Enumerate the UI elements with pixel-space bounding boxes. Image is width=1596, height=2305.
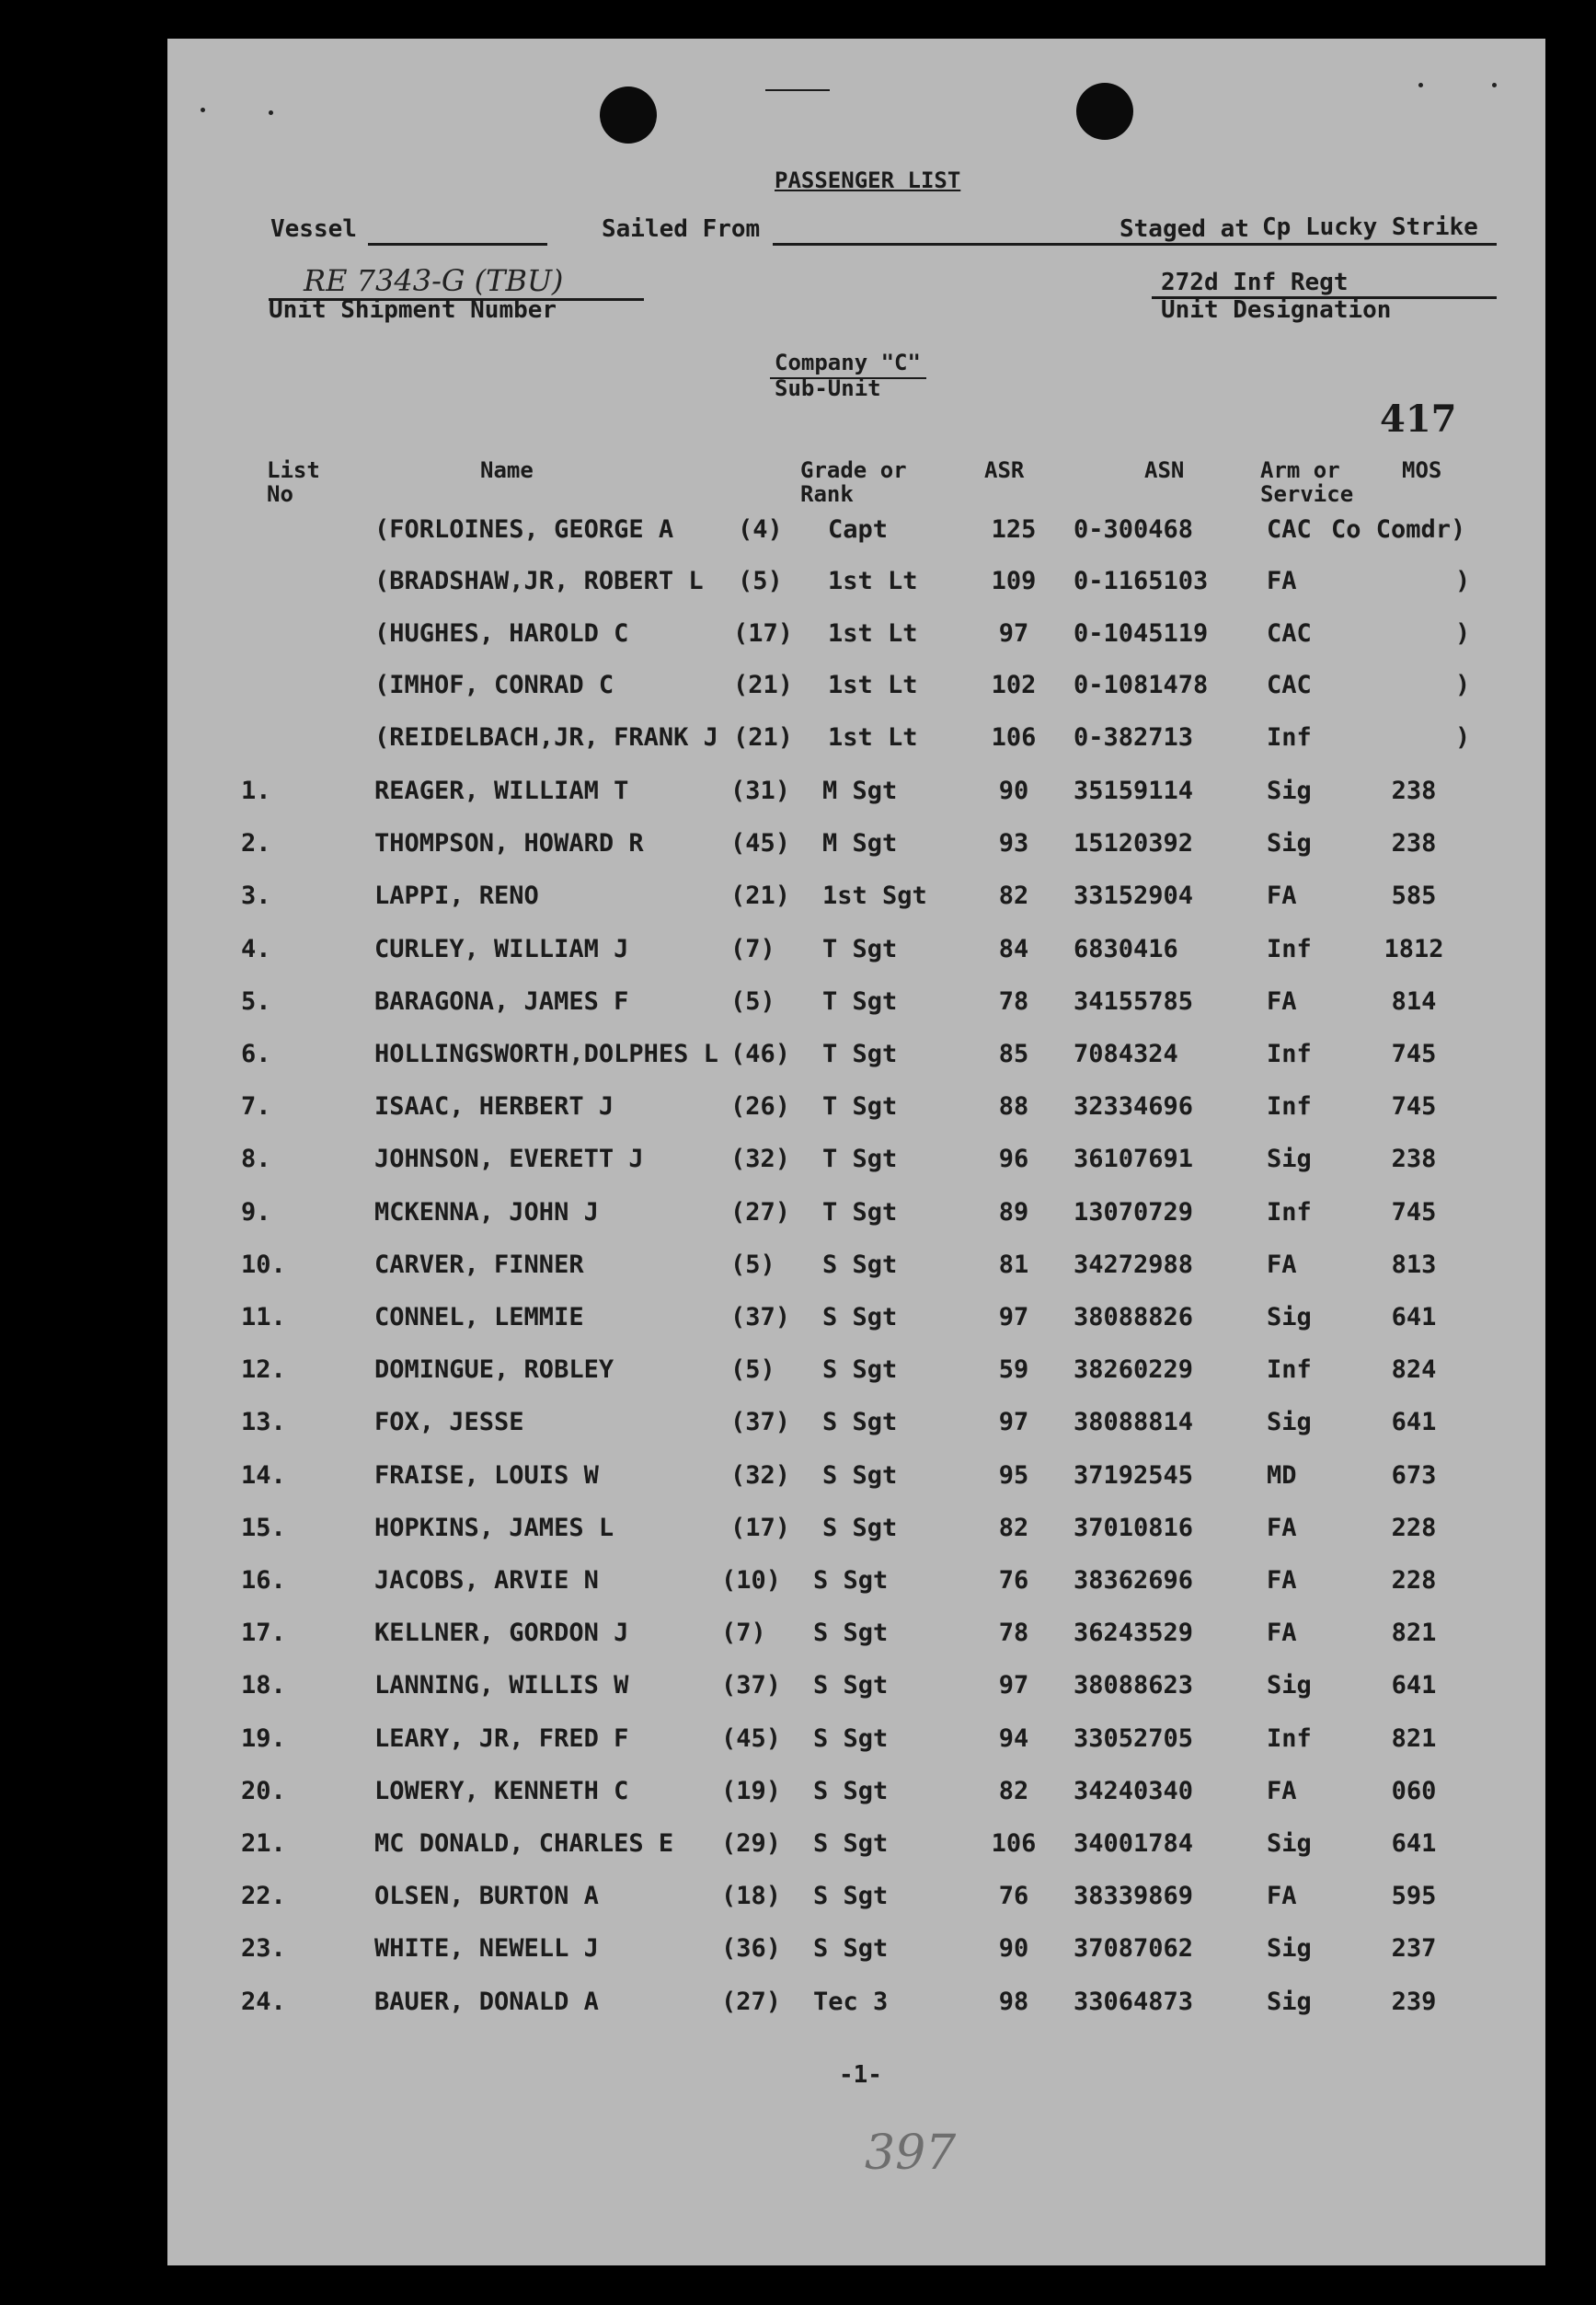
table-row — [167, 1303, 1545, 1340]
asn-cell: 33064873 — [1074, 1987, 1194, 2016]
asn-cell: 34001784 — [1074, 1829, 1194, 1858]
name-cell: OLSEN, BURTON A — [374, 1882, 599, 1911]
paren-cell: (32) — [730, 1460, 791, 1490]
mos-cell: 595 — [1391, 1882, 1437, 1911]
mos-cell: 824 — [1391, 1355, 1437, 1385]
table-row — [167, 619, 1545, 656]
arm-cell: Sig — [1267, 777, 1312, 805]
paren-cell: (5) — [730, 1250, 775, 1279]
paren-cell: (45) — [721, 1723, 782, 1753]
vessel-field-line — [368, 243, 547, 246]
grade-cell: S Sgt — [822, 1355, 898, 1385]
list-no-cell: 12. — [241, 1355, 286, 1385]
name-cell: LOWERY, KENNETH C — [374, 1776, 629, 1805]
col-header-asn: ASN — [1144, 457, 1185, 483]
grade-cell: S Sgt — [813, 1829, 889, 1858]
mos-cell: 745 — [1391, 1092, 1437, 1122]
paren-cell: (5) — [730, 1355, 775, 1385]
list-no-cell: 14. — [241, 1460, 286, 1490]
col-header-list-no: List No — [267, 457, 320, 507]
grade-cell: T Sgt — [822, 934, 898, 963]
unit-designation-value: 272d Inf Regt — [1161, 269, 1349, 296]
table-row — [167, 1724, 1545, 1761]
unit-shipment-number-label: Unit Shipment Number — [269, 296, 557, 324]
list-no-cell: 16. — [241, 1566, 286, 1595]
mos-cell: 228 — [1391, 1566, 1437, 1595]
mos-cell: 585 — [1391, 882, 1437, 911]
speck — [269, 110, 273, 115]
list-no-cell: 23. — [241, 1934, 286, 1964]
name-cell: HOLLINGSWORTH,DOLPHES L — [374, 1040, 718, 1068]
list-no-cell: 5. — [241, 986, 271, 1016]
name-cell: THOMPSON, HOWARD R — [374, 829, 644, 859]
mos-cell: 821 — [1391, 1619, 1437, 1648]
grade-cell: S Sgt — [813, 1566, 889, 1595]
asn-cell: 34155785 — [1074, 986, 1194, 1016]
asn-cell: 38362696 — [1074, 1566, 1194, 1595]
paren-cell: (46) — [730, 1040, 791, 1068]
asr-cell: 82 — [998, 882, 1029, 911]
grade-cell: S Sgt — [813, 1934, 889, 1964]
arm-cell: Sig — [1267, 829, 1312, 859]
grade-cell: 1st Lt — [828, 671, 918, 699]
asr-cell: 106 — [991, 723, 1037, 752]
name-cell: (REIDELBACH,JR, FRANK J — [374, 723, 718, 752]
grade-cell: 1st Lt — [828, 723, 918, 752]
asr-cell: 97 — [998, 1408, 1029, 1437]
asn-cell: 38260229 — [1074, 1355, 1194, 1385]
asr-cell: 97 — [998, 1671, 1029, 1700]
asn-cell: 36107691 — [1074, 1145, 1194, 1174]
table-row — [167, 1829, 1545, 1866]
arm-cell: Sig — [1267, 1934, 1312, 1964]
mos-cell: 641 — [1391, 1829, 1437, 1858]
paren-cell: (27) — [730, 1197, 791, 1227]
arm-cell: FA — [1267, 1250, 1297, 1279]
staged-at-label: Staged at — [1119, 215, 1249, 243]
asr-cell: 78 — [998, 1619, 1029, 1648]
grade-cell: T Sgt — [822, 1092, 898, 1122]
arm-cell: Sig — [1267, 1829, 1312, 1858]
grade-cell: M Sgt — [822, 777, 898, 805]
paren-cell: (5) — [738, 567, 783, 595]
asn-cell: 0-1081478 — [1074, 671, 1209, 699]
arm-cell: FA — [1267, 1619, 1297, 1648]
mos-cell: 238 — [1391, 829, 1437, 859]
grade-cell: S Sgt — [813, 1776, 889, 1805]
name-cell: MC DONALD, CHARLES E — [374, 1829, 674, 1858]
arm-cell: FA — [1267, 567, 1297, 595]
arm-cell: FA — [1267, 1513, 1297, 1542]
name-cell: LANNING, WILLIS W — [374, 1671, 629, 1700]
name-cell: (FORLOINES, GEORGE A — [374, 515, 674, 544]
list-no-cell: 22. — [241, 1882, 286, 1911]
paren-cell: (36) — [721, 1934, 782, 1964]
asr-cell: 76 — [998, 1882, 1029, 1911]
paren-cell: (18) — [721, 1882, 782, 1911]
mos-cell: 821 — [1391, 1723, 1437, 1753]
table-row — [167, 1040, 1545, 1077]
table-row — [167, 1777, 1545, 1814]
punch-hole — [1076, 83, 1133, 140]
arm-cell: FA — [1267, 1566, 1297, 1595]
arm-cell: Sig — [1267, 1987, 1312, 2016]
asn-cell: 6830416 — [1074, 934, 1178, 963]
asn-cell: 37010816 — [1074, 1513, 1194, 1542]
name-cell: LEARY, JR, FRED F — [374, 1723, 629, 1753]
arm-cell: Sig — [1267, 1145, 1312, 1174]
name-cell: (BRADSHAW,JR, ROBERT L — [374, 567, 704, 595]
unit-designation-label: Unit Designation — [1161, 296, 1392, 324]
mos-cell: 673 — [1391, 1460, 1437, 1490]
paren-cell: (19) — [721, 1776, 782, 1805]
name-cell: JOHNSON, EVERETT J — [374, 1145, 644, 1174]
table-row — [167, 1671, 1545, 1708]
punch-hole — [600, 86, 657, 144]
sailed-from-field-line — [773, 243, 1120, 246]
asn-cell: 38339869 — [1074, 1882, 1194, 1911]
asn-cell: 33052705 — [1074, 1723, 1194, 1753]
grade-cell: T Sgt — [822, 1197, 898, 1227]
paren-cell: (21) — [730, 882, 791, 911]
list-no-cell: 18. — [241, 1671, 286, 1700]
arm-cell: FA — [1267, 1776, 1297, 1805]
mos-cell: 641 — [1391, 1408, 1437, 1437]
arm-cell: Inf — [1267, 1355, 1312, 1385]
mos-cell: ) — [1455, 671, 1471, 699]
sub-unit-label: Sub-Unit — [775, 375, 881, 401]
arm-cell: Sig — [1267, 1408, 1312, 1437]
arm-cell: Sig — [1267, 1303, 1312, 1331]
arm-cell: CAC — [1267, 515, 1312, 544]
grade-cell: S Sgt — [822, 1303, 898, 1331]
mos-cell: 238 — [1391, 1145, 1437, 1174]
name-cell: FRAISE, LOUIS W — [374, 1460, 599, 1490]
arm-cell: FA — [1267, 882, 1297, 911]
arm-cell: FA — [1267, 986, 1297, 1016]
asn-cell: 0-382713 — [1074, 723, 1194, 752]
grade-cell: S Sgt — [813, 1671, 889, 1700]
asn-cell: 33152904 — [1074, 882, 1194, 911]
table-row — [167, 987, 1545, 1024]
list-no-cell: 21. — [241, 1829, 286, 1858]
asn-cell: 15120392 — [1074, 829, 1194, 859]
asr-cell: 95 — [998, 1460, 1029, 1490]
grade-cell: T Sgt — [822, 986, 898, 1016]
vessel-label: Vessel — [270, 215, 357, 243]
asr-cell: 89 — [998, 1197, 1029, 1227]
asn-cell: 36243529 — [1074, 1619, 1194, 1648]
list-no-cell: 4. — [241, 934, 271, 963]
asr-cell: 109 — [991, 567, 1037, 595]
table-row — [167, 882, 1545, 918]
list-no-cell: 6. — [241, 1040, 271, 1068]
grade-cell: S Sgt — [813, 1619, 889, 1648]
asn-cell: 34272988 — [1074, 1250, 1194, 1279]
arm-cell: MD — [1267, 1460, 1297, 1490]
asr-cell: 82 — [998, 1776, 1029, 1805]
paren-cell: (10) — [721, 1566, 782, 1595]
mos-cell: 814 — [1391, 986, 1437, 1016]
grade-cell: S Sgt — [822, 1408, 898, 1437]
staged-at-line — [1119, 243, 1497, 246]
asr-cell: 85 — [998, 1040, 1029, 1068]
mos-cell: ) — [1455, 619, 1471, 648]
grade-cell: S Sgt — [822, 1250, 898, 1279]
staged-at-value: Cp Lucky Strike — [1262, 213, 1478, 241]
paren-cell: (21) — [733, 723, 794, 752]
table-row — [167, 1092, 1545, 1129]
grade-cell: T Sgt — [822, 1145, 898, 1174]
table-row — [167, 1619, 1545, 1655]
table-row — [167, 671, 1545, 708]
page-title: PASSENGER LIST — [775, 167, 961, 193]
table-row — [167, 1934, 1545, 1971]
table-row — [167, 1566, 1545, 1603]
name-cell: CARVER, FINNER — [374, 1250, 584, 1279]
grade-cell: 1st Lt — [828, 567, 918, 595]
mos-cell: 813 — [1391, 1250, 1437, 1279]
paren-cell: (45) — [730, 829, 791, 859]
name-cell: (HUGHES, HAROLD C — [374, 619, 629, 648]
table-row — [167, 1250, 1545, 1287]
grade-cell: S Sgt — [813, 1723, 889, 1753]
speck — [1418, 83, 1423, 87]
table-row — [167, 1198, 1545, 1235]
asr-cell: 76 — [998, 1566, 1029, 1595]
speck — [201, 108, 205, 112]
paren-cell: (27) — [721, 1987, 782, 2016]
asn-cell: 0-1045119 — [1074, 619, 1209, 648]
mos-cell: 745 — [1391, 1040, 1437, 1068]
table-row — [167, 1882, 1545, 1919]
asn-cell: 0-1165103 — [1074, 567, 1209, 595]
mos-cell: ) — [1455, 723, 1471, 752]
mos-cell: 060 — [1391, 1776, 1437, 1805]
table-row — [167, 515, 1545, 552]
table-row — [167, 1988, 1545, 2024]
col-header-grade: Grade or Rank — [800, 457, 907, 507]
list-no-cell: 13. — [241, 1408, 286, 1437]
table-row — [167, 1408, 1545, 1445]
col-header-arm-service: Arm or Service — [1260, 457, 1354, 507]
asn-cell: 0-300468 — [1074, 515, 1194, 544]
arm-cell: Inf — [1267, 1040, 1312, 1068]
speck — [1492, 83, 1497, 87]
sub-unit-value: Company "C" — [775, 350, 921, 375]
asr-cell: 90 — [998, 777, 1029, 805]
mos-cell: 1812 — [1384, 934, 1444, 963]
grade-cell: 1st Sgt — [822, 882, 927, 911]
asr-cell: 96 — [998, 1145, 1029, 1174]
arm-cell: Inf — [1267, 723, 1312, 752]
asr-cell: 97 — [998, 619, 1029, 648]
table-row — [167, 567, 1545, 604]
mos-cell: 238 — [1391, 777, 1437, 805]
grade-cell: S Sgt — [813, 1882, 889, 1911]
name-cell: KELLNER, GORDON J — [374, 1619, 629, 1648]
name-cell: MCKENNA, JOHN J — [374, 1197, 599, 1227]
asn-cell: 38088814 — [1074, 1408, 1194, 1437]
paren-cell: (7) — [730, 934, 775, 963]
document-page — [167, 39, 1545, 2265]
table-row — [167, 1145, 1545, 1181]
paren-cell: (17) — [730, 1513, 791, 1542]
asr-cell: 102 — [991, 671, 1037, 699]
paren-cell: (21) — [733, 671, 794, 699]
mos-cell: 641 — [1391, 1671, 1437, 1700]
arm-cell: Sig — [1267, 1671, 1312, 1700]
name-cell: FOX, JESSE — [374, 1408, 524, 1437]
table-row — [167, 723, 1545, 760]
list-no-cell: 3. — [241, 882, 271, 911]
name-cell: DOMINGUE, ROBLEY — [374, 1355, 614, 1385]
name-cell: CURLEY, WILLIAM J — [374, 934, 629, 963]
paren-cell: (31) — [730, 777, 791, 805]
mos-cell: Co Comdr) — [1331, 515, 1466, 544]
col-header-asr: ASR — [984, 457, 1025, 483]
mos-cell: ) — [1455, 567, 1471, 595]
grade-cell: Tec 3 — [813, 1987, 889, 2016]
name-cell: JACOBS, ARVIE N — [374, 1566, 599, 1595]
paren-cell: (37) — [730, 1408, 791, 1437]
list-no-cell: 9. — [241, 1197, 271, 1227]
list-no-cell: 8. — [241, 1145, 271, 1174]
asr-cell: 88 — [998, 1092, 1029, 1122]
arm-cell: CAC — [1267, 619, 1312, 648]
asr-cell: 81 — [998, 1250, 1029, 1279]
unit-shipment-number-value: RE 7343-G (TBU) — [304, 263, 564, 298]
asr-cell: 93 — [998, 829, 1029, 859]
paren-cell: (17) — [733, 619, 794, 648]
table-row — [167, 935, 1545, 972]
sailed-from-label: Sailed From — [602, 215, 761, 243]
arm-cell: FA — [1267, 1882, 1297, 1911]
list-no-cell: 20. — [241, 1776, 286, 1805]
asr-cell: 106 — [991, 1829, 1037, 1858]
table-row — [167, 777, 1545, 813]
arm-cell: Inf — [1267, 1197, 1312, 1227]
list-no-cell: 10. — [241, 1250, 286, 1279]
table-row — [167, 829, 1545, 866]
asn-cell: 7084324 — [1074, 1040, 1178, 1068]
asn-cell: 13070729 — [1074, 1197, 1194, 1227]
asr-cell: 82 — [998, 1513, 1029, 1542]
table-row — [167, 1514, 1545, 1550]
name-cell: (IMHOF, CONRAD C — [374, 671, 614, 699]
paren-cell: (37) — [730, 1303, 791, 1331]
list-no-cell: 24. — [241, 1987, 286, 2016]
list-no-cell: 15. — [241, 1513, 286, 1542]
name-cell: CONNEL, LEMMIE — [374, 1303, 584, 1331]
list-no-cell: 11. — [241, 1303, 286, 1331]
list-no-cell: 17. — [241, 1619, 286, 1648]
list-no-cell: 2. — [241, 829, 271, 859]
asr-cell: 98 — [998, 1987, 1029, 2016]
paren-cell: (5) — [730, 986, 775, 1016]
handwritten-number: 397 — [865, 2126, 957, 2181]
arm-cell: Inf — [1267, 1723, 1312, 1753]
mos-cell: 237 — [1391, 1934, 1437, 1964]
asr-cell: 97 — [998, 1303, 1029, 1331]
name-cell: REAGER, WILLIAM T — [374, 777, 629, 805]
staple-mark — [765, 89, 830, 91]
list-no-cell: 1. — [241, 777, 271, 805]
list-no-cell: 7. — [241, 1092, 271, 1122]
asn-cell: 37192545 — [1074, 1460, 1194, 1490]
name-cell: BARAGONA, JAMES F — [374, 986, 629, 1016]
name-cell: LAPPI, RENO — [374, 882, 539, 911]
asn-cell: 32334696 — [1074, 1092, 1194, 1122]
arm-cell: CAC — [1267, 671, 1312, 699]
grade-cell: Capt — [828, 515, 889, 544]
table-row — [167, 1355, 1545, 1392]
asr-cell: 94 — [998, 1723, 1029, 1753]
page-number: -1- — [839, 2061, 882, 2089]
table-row — [167, 1461, 1545, 1498]
asr-cell: 90 — [998, 1934, 1029, 1964]
asn-cell: 37087062 — [1074, 1934, 1194, 1964]
mos-cell: 228 — [1391, 1513, 1437, 1542]
asr-cell: 125 — [991, 515, 1037, 544]
asn-cell: 34240340 — [1074, 1776, 1194, 1805]
asn-cell: 38088826 — [1074, 1303, 1194, 1331]
name-cell: WHITE, NEWELL J — [374, 1934, 599, 1964]
page-mark: 417 — [1380, 398, 1457, 441]
mos-cell: 745 — [1391, 1197, 1437, 1227]
asr-cell: 59 — [998, 1355, 1029, 1385]
asr-cell: 84 — [998, 934, 1029, 963]
mos-cell: 641 — [1391, 1303, 1437, 1331]
paren-cell: (7) — [721, 1619, 766, 1648]
col-header-name: Name — [480, 457, 534, 483]
asr-cell: 78 — [998, 986, 1029, 1016]
grade-cell: S Sgt — [822, 1513, 898, 1542]
arm-cell: Inf — [1267, 934, 1312, 963]
name-cell: HOPKINS, JAMES L — [374, 1513, 614, 1542]
paren-cell: (29) — [721, 1829, 782, 1858]
grade-cell: S Sgt — [822, 1460, 898, 1490]
paren-cell: (4) — [738, 515, 783, 544]
grade-cell: 1st Lt — [828, 619, 918, 648]
asn-cell: 38088623 — [1074, 1671, 1194, 1700]
grade-cell: M Sgt — [822, 829, 898, 859]
list-no-cell: 19. — [241, 1723, 286, 1753]
name-cell: ISAAC, HERBERT J — [374, 1092, 614, 1122]
grade-cell: T Sgt — [822, 1040, 898, 1068]
paren-cell: (26) — [730, 1092, 791, 1122]
paren-cell: (32) — [730, 1145, 791, 1174]
arm-cell: Inf — [1267, 1092, 1312, 1122]
mos-cell: 239 — [1391, 1987, 1437, 2016]
col-header-mos: MOS — [1402, 457, 1442, 483]
name-cell: BAUER, DONALD A — [374, 1987, 599, 2016]
paren-cell: (37) — [721, 1671, 782, 1700]
asn-cell: 35159114 — [1074, 777, 1194, 805]
